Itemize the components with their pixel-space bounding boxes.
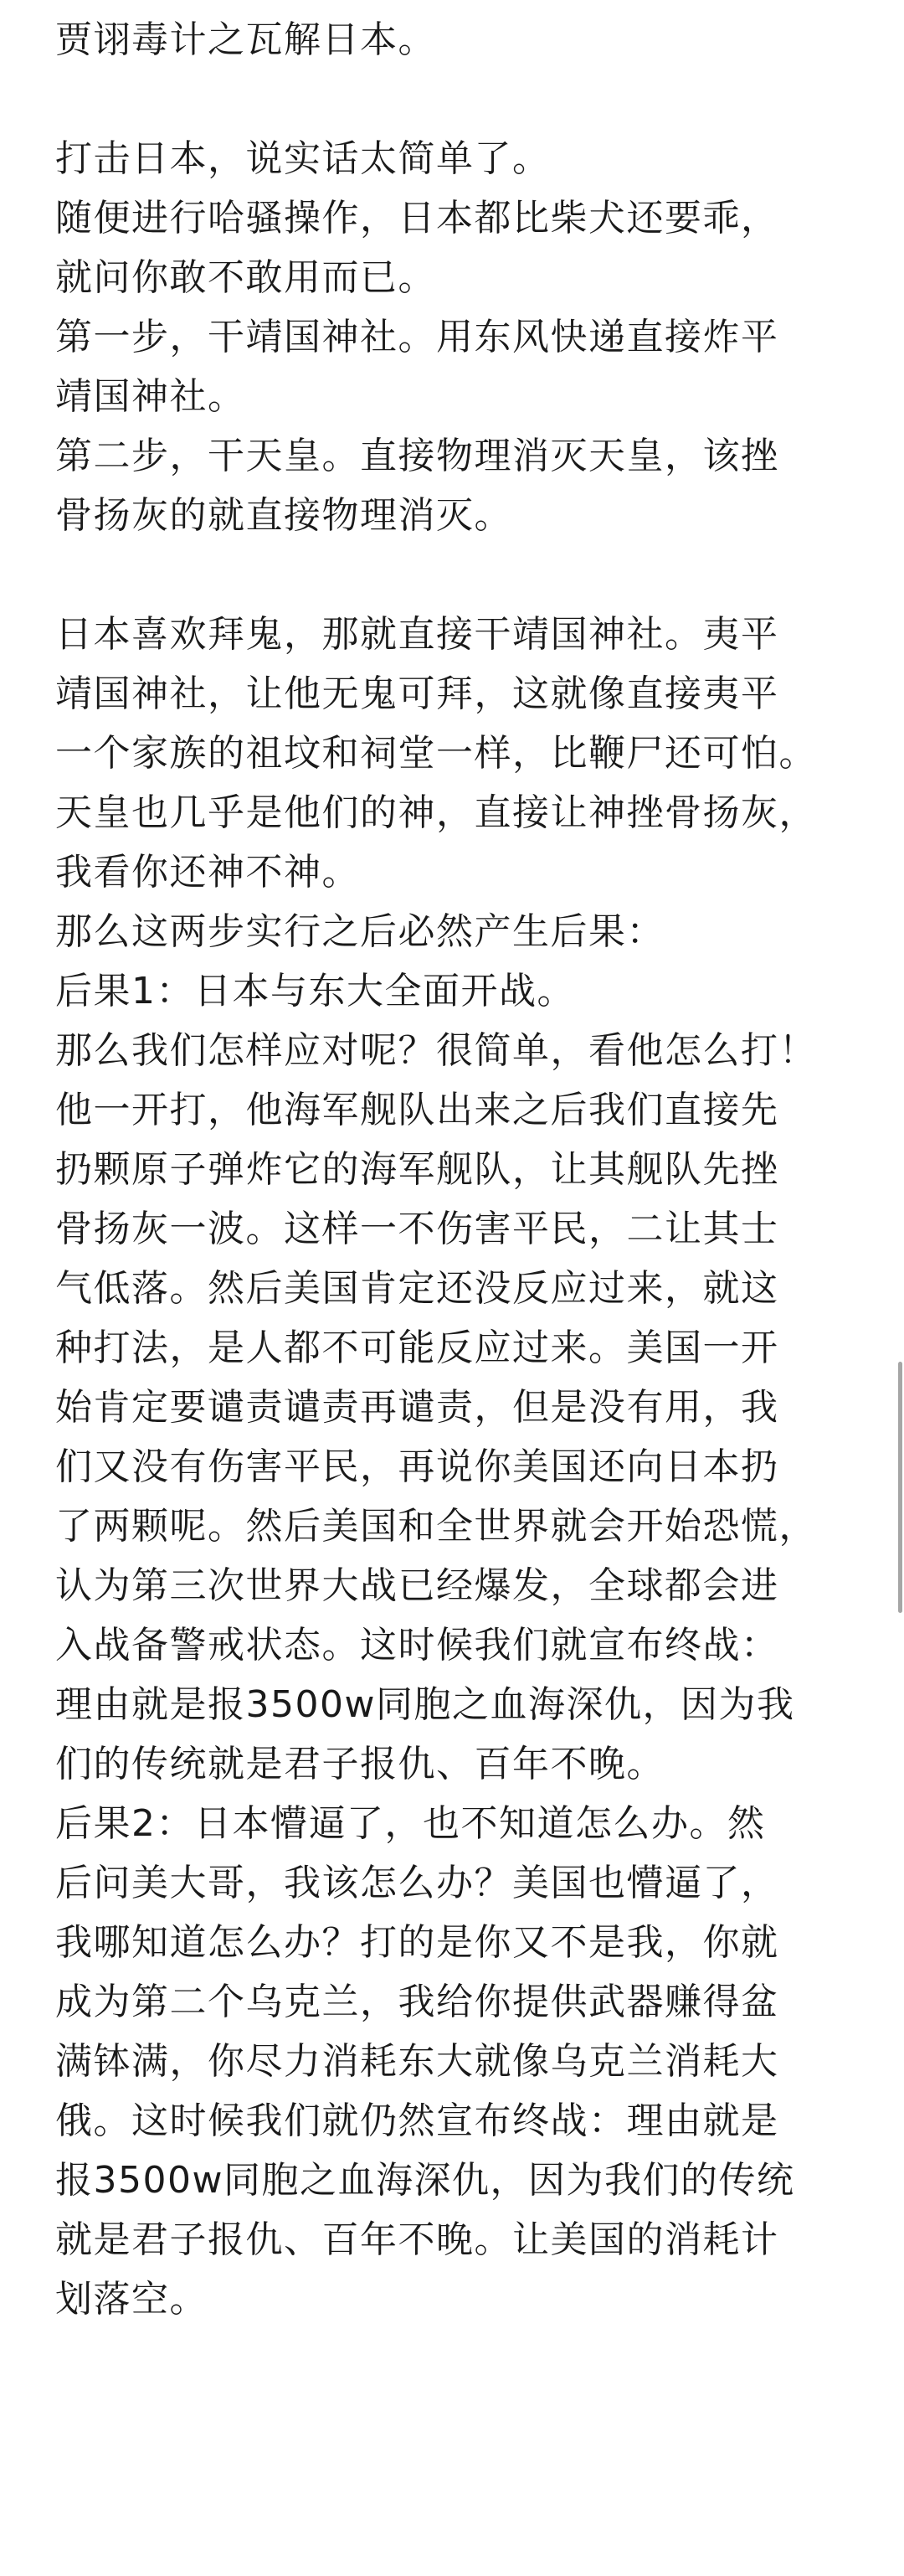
text-line: 划落空。 <box>55 2278 208 2321</box>
text-line: 认为第三次世界大战已经爆发，全球都会进 <box>55 1564 779 1607</box>
text-line: 一个家族的祖坟和祠堂一样，比鞭尸还可怕。 <box>55 732 817 775</box>
text-line: 就是君子报仇、百年不晚。让美国的消耗计 <box>55 2218 779 2261</box>
text-line: 后问美大哥，我该怎么办？美国也懵逼了， <box>55 1862 779 1904</box>
text-line: 第二步，干天皇。直接物理消灭天皇，该挫 <box>55 435 779 477</box>
text-line: 第一步，干靖国神社。用东风快递直接炸平 <box>55 316 779 358</box>
text-line: 骨扬灰一波。这样一不伤害平民，二让其士 <box>55 1208 779 1250</box>
scrollbar-thumb[interactable] <box>898 1362 902 1613</box>
text-line: 我哪知道怎么办？打的是你又不是我，你就 <box>55 1921 779 1964</box>
text-line: 那么这两步实行之后必然产生后果： <box>55 910 665 953</box>
text-line: 靖国神社。 <box>55 375 246 418</box>
text-line: 成为第二个乌克兰，我给你提供武器赚得盆 <box>55 1981 779 2023</box>
text-line: 气低落。然后美国肯定还没反应过来，就这 <box>55 1267 779 1310</box>
text-line: 骨扬灰的就直接物理消灭。 <box>55 494 512 537</box>
article-body <box>55 10 892 2329</box>
text-line: 靖国神社，让他无鬼可拜，这就像直接夷平 <box>55 672 779 715</box>
text-line: 日本喜欢拜鬼，那就直接干靖国神社。夷平 <box>55 613 779 656</box>
text-line: 理由就是报3500w同胞之血海深仇，因为我 <box>55 1683 795 1726</box>
text-line: 俄。这时候我们就仍然宣布终战：理由就是 <box>55 2099 779 2142</box>
text-line: 打击日本，说实话太简单了。 <box>55 137 551 180</box>
text-line: 种打法，是人都不可能反应过来。美国一开 <box>55 1327 779 1369</box>
text-line: 入战备警戒状态。这时候我们就宣布终战： <box>55 1624 779 1667</box>
text-line: 天皇也几乎是他们的神，直接让神挫骨扬灰， <box>55 791 817 834</box>
text-line: 贾诩毒计之瓦解日本。 <box>55 18 436 61</box>
text-line: 随便进行哈骚操作，日本都比柴犬还要乖， <box>55 197 779 240</box>
text-line: 们又没有伤害平民，再说你美国还向日本扔 <box>55 1445 779 1488</box>
text-line: 我看你还神不神。 <box>55 851 360 894</box>
text-line: 了两颗呢。然后美国和全世界就会开始恐慌， <box>55 1505 817 1548</box>
blank-line <box>55 545 892 605</box>
text-line: 后果2：日本懵逼了，也不知道怎么办。然 <box>55 1802 766 1845</box>
text-line: 那么我们怎样应对呢？很简单，看他怎么打！ <box>55 1029 817 1072</box>
text-line: 始肯定要谴责谴责再谴责，但是没有用，我 <box>55 1386 779 1429</box>
text-line: 就问你敢不敢用而已。 <box>55 256 436 299</box>
text-line: 报3500w同胞之血海深仇，因为我们的传统 <box>55 2159 795 2202</box>
text-line: 后果1：日本与东大全面开战。 <box>55 970 575 1012</box>
text-line: 满钵满，你尽力消耗东大就像乌克兰消耗大 <box>55 2040 779 2083</box>
blank-line <box>55 70 892 129</box>
text-line: 他一开打，他海军舰队出来之后我们直接先 <box>55 1089 779 1131</box>
text-line: 扔颗原子弹炸它的海军舰队，让其舰队先挫 <box>55 1148 779 1191</box>
text-line: 们的传统就是君子报仇、百年不晚。 <box>55 1743 665 1785</box>
